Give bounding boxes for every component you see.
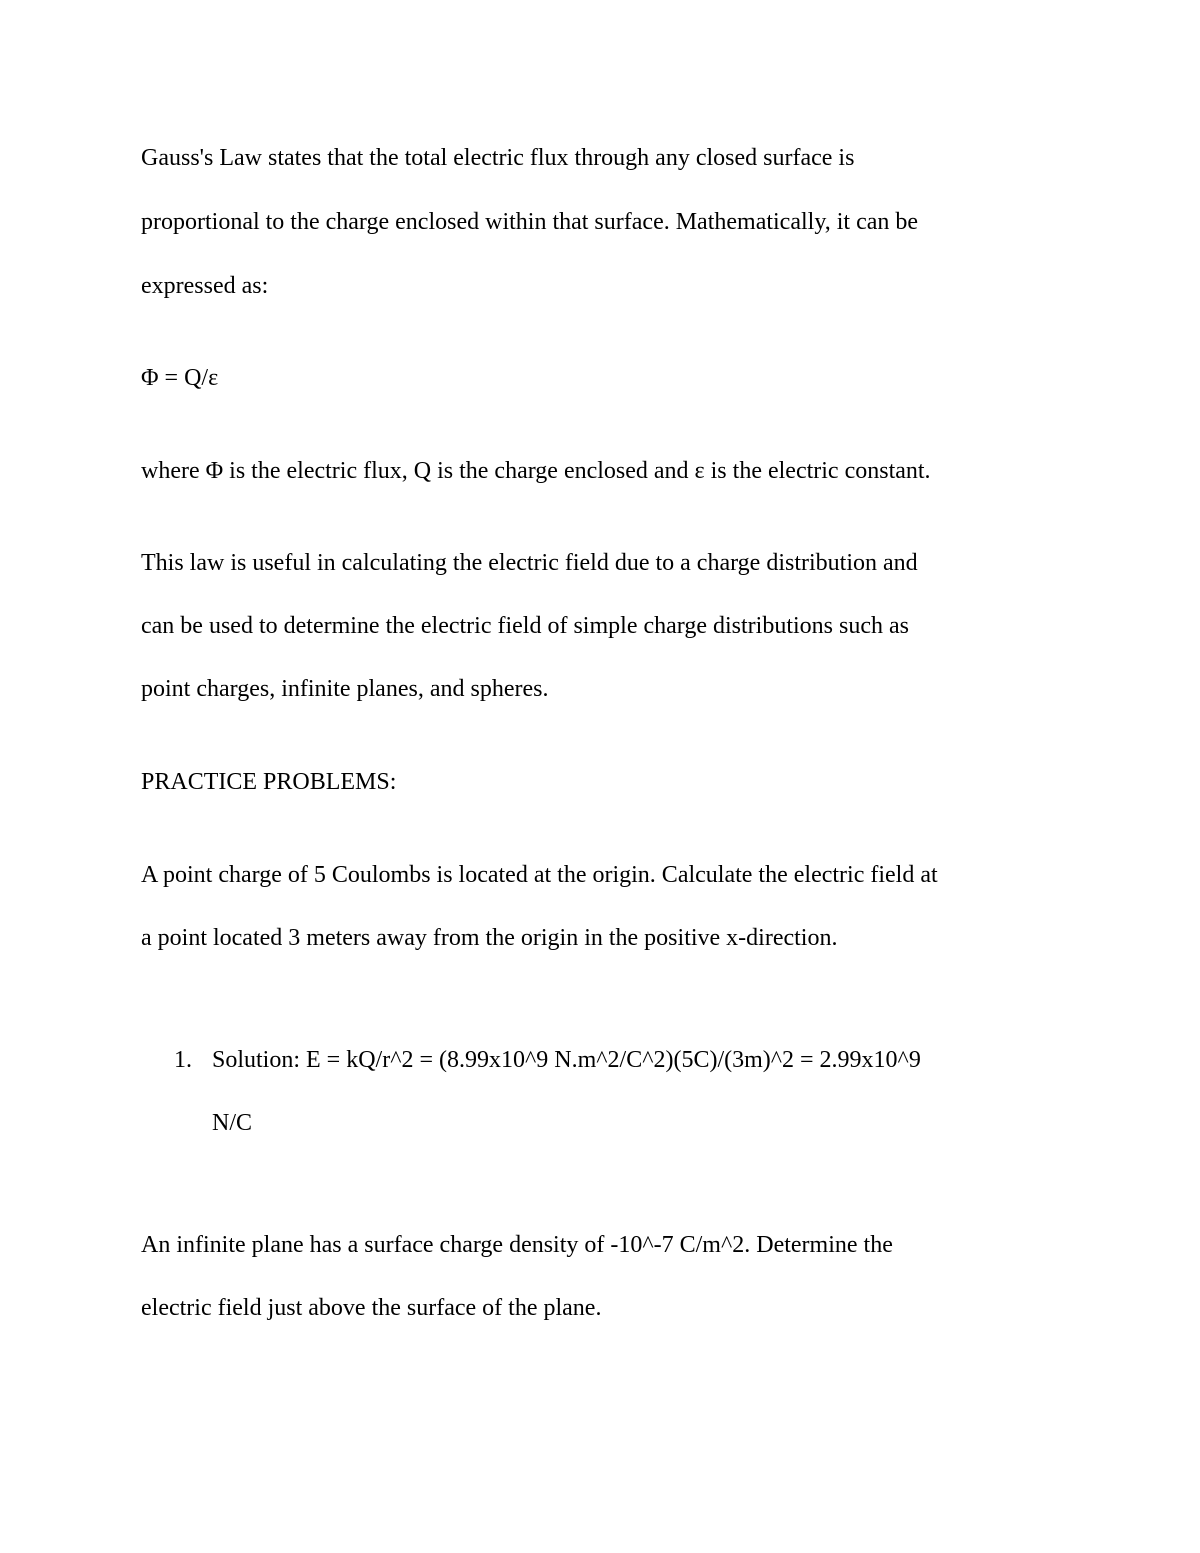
usage-line-1: This law is useful in calculating the electric field due to a charge distribution and xyxy=(141,550,918,576)
problem2-line-1: An infinite plane has a surface charge density of -10^-7 C/m^2. Determine the xyxy=(141,1232,893,1258)
practice-heading: PRACTICE PROBLEMS: xyxy=(141,769,397,795)
solution-line-2: N/C xyxy=(212,1110,253,1136)
problem1-line-1: A point charge of 5 Coulombs is located at the origin. Calculate the electric field at xyxy=(141,862,938,888)
solution-line-1: Solution: E = kQ/r^2 = (8.99x10^9 N.m^2/C^2)(5C)/(3m)^2 = 2.99x10^9 xyxy=(212,1047,921,1073)
formula: Φ = Q/ε xyxy=(141,365,219,391)
problem2-line-2: electric field just above the surface of the plane. xyxy=(141,1295,602,1321)
intro-line-3: expressed as: xyxy=(141,273,269,299)
usage-line-3: point charges, infinite planes, and spheres. xyxy=(141,676,549,702)
definition-paragraph: where Φ is the electric flux, Q is the charge enclosed and ε is the electric constant. xyxy=(141,458,931,484)
problem1-line-2: a point located 3 meters away from the origin in the positive x-direction. xyxy=(141,925,838,951)
intro-line-1: Gauss's Law states that the total electric flux through any closed surface is xyxy=(141,145,855,171)
intro-line-2: proportional to the charge enclosed within that surface. Mathematically, it can be xyxy=(141,209,919,235)
usage-line-2: can be used to determine the electric field of simple charge distributions such as xyxy=(141,613,909,639)
solution-list-number: 1. xyxy=(174,1047,192,1073)
